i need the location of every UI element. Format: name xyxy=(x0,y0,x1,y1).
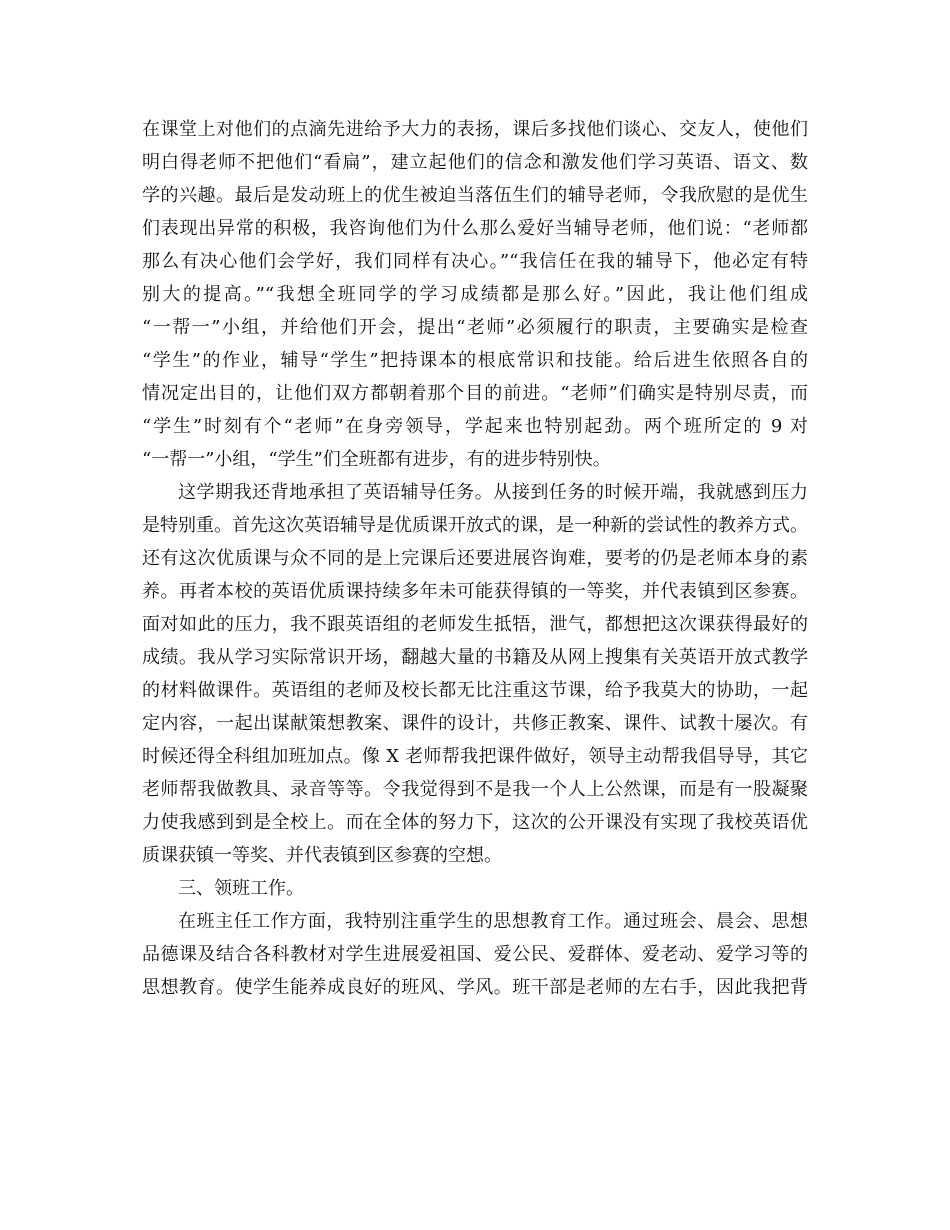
paragraph-line: 三、领班工作。 xyxy=(178,878,304,899)
paragraph-line: 力使我感到到是全校上。而在全体的努力下，这次的公开课没有实现了我校英语优 xyxy=(142,812,808,833)
paragraph-line: 定内容，一起出谋献策想教案、课件的设计，共修正教案、课件、试教十屡次。有 xyxy=(142,713,808,734)
paragraph-line: 在课堂上对他们的点滴先进给予大力的表扬，课后多找他们谈心、交友人，使他们 xyxy=(142,119,808,140)
paragraph-line: 品德课及结合各科教材对学生进展爱祖国、爱公民、爱群体、爱老动、爱学习等的 xyxy=(142,944,808,965)
paragraph-line: “学生”时刻有个“老师”在身旁领导，学起来也特别起劲。两个班所定的 9 对 xyxy=(142,416,808,437)
paragraph-line: “一帮一”小组，“学生”们全班都有进步，有的进步特别快。 xyxy=(142,449,611,470)
paragraph-line: 还有这次优质课与众不同的是上完课后还要进展咨询难，要考的仍是老师本身的素 xyxy=(142,548,808,569)
paragraph-line: “学生”的作业，辅导“学生”把持课本的根底常识和技能。给后进生依照各自的 xyxy=(142,350,808,371)
paragraph-line: 老师帮我做教具、录音等等。令我觉得到不是我一个人上公然课，而是有一股凝聚 xyxy=(142,779,808,800)
paragraph-line: 的材料做课件。英语组的老师及校长都无比注重这节课，给予我莫大的协助，一起 xyxy=(142,680,808,701)
paragraph-line: 养。再者本校的英语优质课持续多年未可能获得镇的一等奖，并代表镇到区参赛。 xyxy=(142,581,808,602)
document-body xyxy=(142,113,808,1004)
paragraph-line: 时候还得全科组加班加点。像 X 老师帮我把课件做好，领导主动帮我倡导导，其它 xyxy=(142,746,808,767)
paragraph-line: 别大的提高。”“我想全班同学的学习成绩都是那么好。”因此，我让他们组成 xyxy=(142,284,808,305)
paragraph-line: 学的兴趣。最后是发动班上的优生被迫当落伍生们的辅导老师，令我欣慰的是优生 xyxy=(142,185,808,206)
paragraph-line: 那么有决心他们会学好，我们同样有决心。”“我信任在我的辅导下，他必定有特 xyxy=(142,251,808,272)
paragraph-line: 面对如此的压力，我不跟英语组的老师发生抵牾，泄气，都想把这次课获得最好的 xyxy=(142,614,808,635)
paragraph-line: 思想教育。使学生能养成良好的班风、学风。班干部是老师的左右手，因此我把背 xyxy=(142,977,808,998)
paragraph-line: “一帮一”小组，并给他们开会，提出“老师”必须履行的职责，主要确实是检查 xyxy=(142,317,808,338)
paragraph-line: 情况定出目的，让他们双方都朝着那个目的前进。“老师”们确实是特别尽责，而 xyxy=(142,383,808,404)
paragraph-line: 明白得老师不把他们“看扁”，建立起他们的信念和激发他们学习英语、语文、数 xyxy=(142,152,808,173)
paragraph-line: 在班主任工作方面，我特别注重学生的思想教育工作。通过班会、晨会、思想 xyxy=(178,911,808,932)
paragraph-line: 质课获镇一等奖、并代表镇到区参赛的空想。 xyxy=(142,845,502,866)
paragraph-line: 这学期我还背地承担了英语辅导任务。从接到任务的时候开端，我就感到压力 xyxy=(178,482,808,503)
paragraph-line: 们表现出异常的积极，我咨询他们为什么那么爱好当辅导老师，他们说：“老师都 xyxy=(142,218,808,239)
paragraph-line: 是特别重。首先这次英语辅导是优质课开放式的课，是一种新的尝试性的教养方式。 xyxy=(142,515,808,536)
paragraph-line: 成绩。我从学习实际常识开场，翻越大量的书籍及从网上搜集有关英语开放式教学 xyxy=(142,647,808,668)
